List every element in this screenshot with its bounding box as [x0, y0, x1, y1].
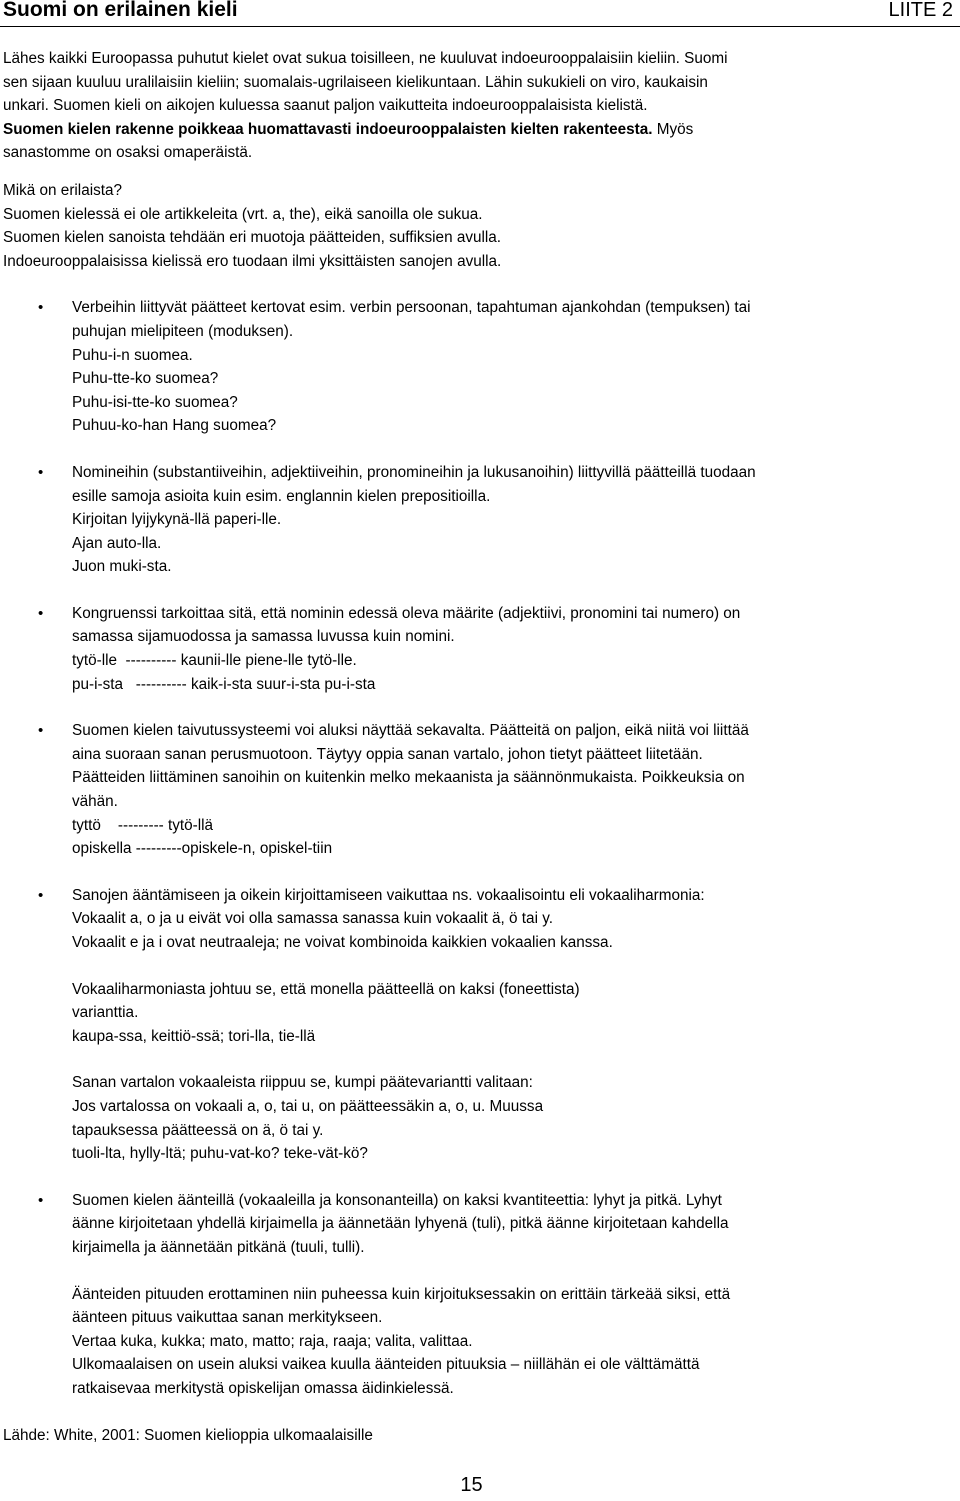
bullet-icon: • — [38, 886, 44, 904]
paragraph-line: ratkaisevaa merkitystä opiskelijan omassa äidinkielessä. — [72, 1379, 454, 1397]
differences-heading: Mikä on erilaista? — [3, 181, 123, 199]
bullet-line: aina suoraan sanan perusmuotoon. Täytyy oppia sanan vartalo, johon tietyt päätteet liitetään. — [72, 745, 703, 763]
example-line: Ajan auto-lla. — [72, 534, 162, 552]
bullet-vowel-harmony — [3, 884, 953, 955]
example-line: opiskella ---------opiskele-n, opiskel-tiin — [72, 840, 333, 858]
page-header — [0, 0, 960, 27]
bullet-line: Verbeihin liittyvät päätteet kertovat esim. verbin persoonan, tapahtuman ajankohdan (tempuksen) tai — [72, 299, 751, 317]
bullet-line: Suomen kielen taivutussysteemi voi aluksi näyttää sekavalta. Päätteitä on paljon, eikä niitä voi liittää — [72, 722, 749, 740]
intro-paragraph — [3, 47, 953, 165]
paragraph-line: tapauksessa päätteessä on ä, ö tai y. — [72, 1121, 324, 1139]
paragraph-line: Äänteiden pituuden erottaminen niin puheessa kuin kirjoituksessakin on erittäin tärkeää siksi, että — [72, 1285, 731, 1303]
bullet-line: äänne kirjoitetaan yhdellä kirjaimella ja äännetään lyhyenä (tuli), pitkä äänne kirjoitetaan kahdella — [72, 1215, 729, 1233]
document-body — [3, 47, 953, 1447]
example-line: Puhu-tte-ko suomea? — [72, 370, 219, 388]
differences-line: Suomen kielessä ei ole artikkeleita (vrt. a, the), eikä sanoilla ole sukua. — [3, 205, 483, 223]
differences-line: Suomen kielen sanoista tehdään eri muotoja päätteiden, suffiksien avulla. — [3, 229, 502, 247]
bullet-congruence — [3, 602, 953, 696]
example-line: pu-i-sta ---------- kaik-i-sta suur-i-sta pu-i-sta — [72, 675, 376, 693]
appendix-label: LIITE 2 — [888, 0, 953, 21]
example-line: Puhuu-ko-han Hang suomea? — [72, 417, 277, 435]
length-importance — [3, 1283, 953, 1401]
example-line: Juon muki-sta. — [72, 558, 172, 576]
differences-line: Indoeurooppalaisissa kielissä ero tuodaan ilmi yksittäisten sanojen avulla. — [3, 252, 502, 270]
page-title: Suomi on erilainen kieli — [3, 0, 238, 21]
source-citation: Lähde: White, 2001: Suomen kielioppia ulkomaalaisille — [3, 1426, 373, 1444]
harmony-variants — [3, 978, 953, 1049]
intro-line: unkari. Suomen kieli on aikojen kuluessa saanut paljon vaikutteita indoeurooppalaisista kielistä. — [3, 97, 648, 115]
bullet-sound-length — [3, 1189, 953, 1260]
paragraph-line: Sanan vartalon vokaaleista riippuu se, kumpi päätevariantti valitaan: — [72, 1074, 533, 1092]
intro-line: sanastomme on osaksi omaperäistä. — [3, 144, 253, 162]
bullet-line: kirjaimella ja äännetään pitkänä (tuuli, tulli). — [72, 1238, 365, 1256]
intro-bold-tail: Myös — [652, 120, 694, 138]
bullet-verbs — [3, 296, 953, 438]
bullet-line: Päätteiden liittäminen sanoihin on kuitenkin melko mekaanista ja säännönmukaista. Poikkeuksia on — [72, 769, 745, 787]
example-line: Vertaa kuka, kukka; mato, matto; raja, raaja; valita, valittaa. — [72, 1332, 473, 1350]
bullet-line: Sanojen ääntämiseen ja oikein kirjoittamiseen vaikuttaa ns. vokaalisointu eli vokaaliharmonia: — [72, 886, 705, 904]
example-line: Puhu-isi-tte-ko suomea? — [72, 393, 238, 411]
bullet-line: puhujan mielipiteen (moduksen). — [72, 322, 294, 340]
bullet-line: vähän. — [72, 793, 118, 811]
bullet-line: Vokaalit e ja i ovat neutraaleja; ne voivat kombinoida kaikkien vokaalien kanssa. — [72, 934, 613, 951]
paragraph-line: varianttia. — [72, 1004, 139, 1022]
bullet-icon: • — [38, 1191, 44, 1209]
bullet-line: Suomen kielen äänteillä (vokaaleilla ja konsonanteilla) on kaksi kvantiteettia: lyhyt ja pitkä. Lyhyt — [72, 1191, 722, 1209]
bullet-icon: • — [38, 463, 44, 481]
bullet-icon: • — [38, 299, 44, 317]
bullet-line: Vokaalit a, o ja u eivät voi olla samassa sanassa kuin vokaalit ä, ö tai y. — [72, 910, 553, 928]
bullet-line: samassa sijamuodossa ja samassa luvussa kuin nomini. — [72, 628, 455, 646]
bullet-line: Nomineihin (substantiiveihin, adjektiiveihin, pronomineihin ja lukusanoihin) liittyvillä päätteillä tuodaan — [72, 463, 756, 481]
intro-line: sen sijaan kuuluu uralilaisiin kieliin; suomalais-ugrilaiseen kielikuntaan. Lähin sukukieli on viro, kaukaisin — [3, 73, 708, 91]
example-line: tyttö --------- tytö-llä — [72, 816, 214, 834]
bullet-inflection — [3, 719, 953, 861]
bullet-nominals — [3, 461, 953, 579]
example-line: kaupa-ssa, keittiö-ssä; tori-lla, tie-llä — [72, 1027, 316, 1045]
bullet-icon: • — [38, 722, 44, 740]
differences-section — [3, 179, 953, 273]
example-line: tuoli-lta, hylly-ltä; puhu-vat-ko? teke-vät-kö? — [72, 1145, 368, 1163]
intro-line-bold — [3, 118, 953, 142]
page-number: 15 — [460, 1474, 483, 1496]
bullet-line: Kongruenssi tarkoittaa sitä, että nominin edessä oleva määrite (adjektiivi, pronomini tai numero) on — [72, 604, 741, 622]
bullet-line: esille samoja asioita kuin esim. englannin kielen prepositioilla. — [72, 487, 491, 505]
example-line: Kirjoitan lyijykynä-llä paperi-lle. — [72, 511, 282, 529]
intro-line: Lähes kaikki Euroopassa puhutut kielet ovat sukua toisilleen, ne kuuluvat indoeurooppalaisiin kieliin. Suomi — [3, 50, 728, 67]
harmony-stem — [3, 1071, 953, 1165]
bullet-icon: • — [38, 604, 44, 622]
example-line: Puhu-i-n suomea. — [72, 346, 193, 364]
paragraph-line: Ulkomaalaisen on usein aluksi vaikea kuulla äänteiden pituuksia – niillähän ei ole välttämättä — [72, 1356, 700, 1374]
paragraph-line: Jos vartalossa on vokaali a, o, tai u, on päätteessäkin a, o, u. Muussa — [72, 1097, 544, 1115]
paragraph-line: äänteen pituus vaikuttaa sanan merkitykseen. — [72, 1309, 383, 1327]
intro-bold-text: Suomen kielen rakenne poikkeaa huomattavasti indoeurooppalaisten kielten rakenteesta. — [3, 120, 653, 138]
example-line: tytö-lle ---------- kaunii-lle piene-lle tytö-lle. — [72, 652, 357, 670]
paragraph-line: Vokaaliharmoniasta johtuu se, että monella päätteellä on kaksi (foneettista) — [72, 980, 580, 998]
